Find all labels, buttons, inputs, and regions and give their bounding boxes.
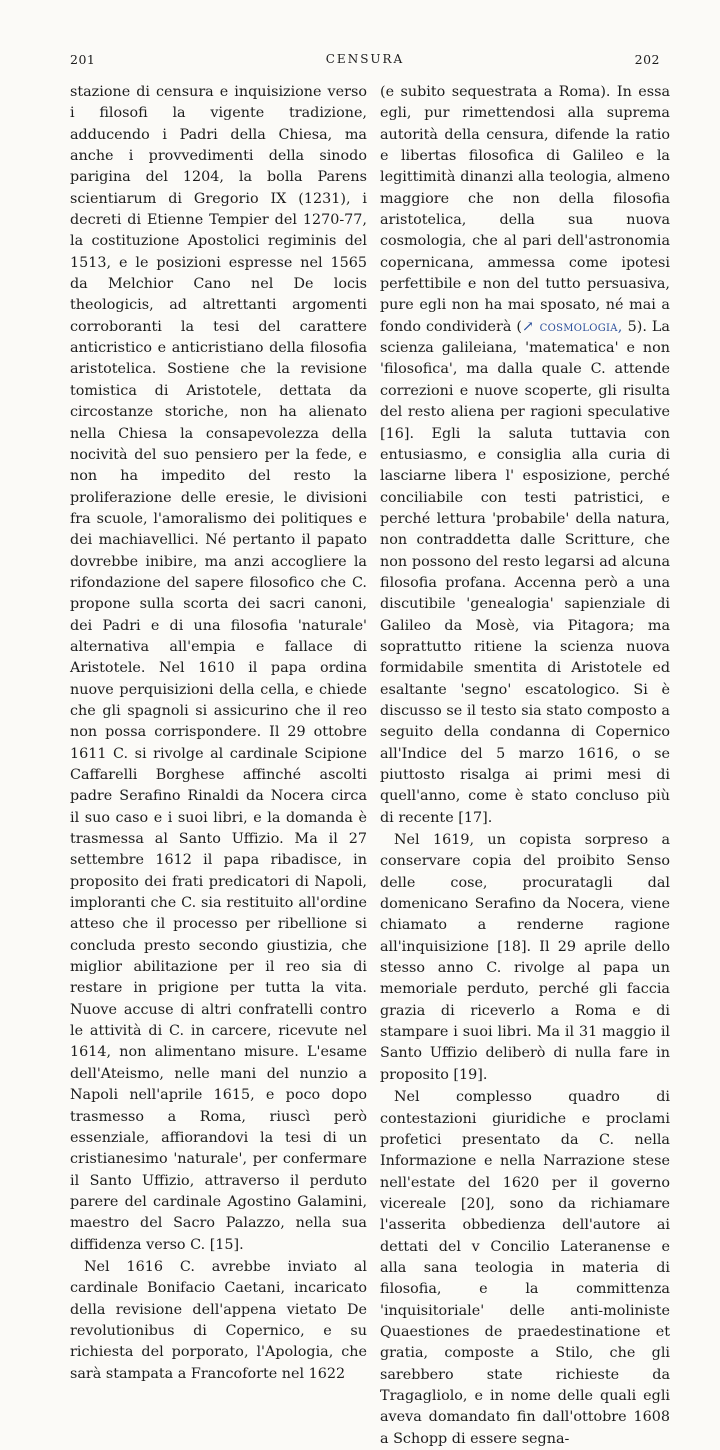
paragraph: Nel complesso quadro di contestazioni giuridiche e proclami profetici presentato da C. nella Informazione e nella Narrazione stese nell'estate del 1620 per il governo vicereale [20], sono da richiamare l'asserita obbedienza dell'autore ai dettati del v Concilio Lateranense e alla sana teologia in materia di filosofia, e la committenza 'inquisitoriale' delle anti-moliniste Quaestiones de praedestinatione et gratia, composte a Stilo, che gli sarebbero state richieste da Tragagliolo, e in nome delle quali egli aveva domandato fin dall'ottobre 1608 a Schopp di essere segna- — [380, 1089, 670, 1447]
cross-reference-link[interactable]: ↗ cosmologia, — [522, 318, 623, 335]
paragraph — [380, 82, 670, 829]
paragraph: stazione di censura e inquisizione verso i filosofi la vigente tradizione, adducendo i Padri della Chiesa, ma anche i provvedimenti della sinodo parigina del 1204, la bolla Parens scientiarum di Gregorio IX (1231), i decreti di Etienne Tempier del 1270-77, la costituzione Apostolici regiminis del 1513, e le posizioni espresse nel 1565 da Melchior Cano nel De locis theologicis, ad altrettanti argomenti corroboranti la tesi del carattere anticristico e anticristiano della filosofia aristotelica. Sostiene che la revisione tomistica di Aristotele, dettata da circostanze storiche, non ha alienato nella Chiesa la consapevolezza della nocività del suo pensiero per la fede, e non ha impedito del resto la proliferazione delle eresie, le divisioni fra scuole, l'amoralismo dei politiques e dei machiavellici. Né pertanto il papato dovrebbe inibire, ma anzi accogliere la rifondazione del sapere filosofico che C. propone sulla scorta dei sacri canoni, dei Padri e di una filosofia 'naturale' alternativa all'empia e fallace di Aristotele. Nel 1610 il papa ordina nuove perquisizioni della cella, e chiede che gli spagnoli si assicurino che il reo non possa corrispondere. Il 29 ottobre 1611 C. si rivolge al cardinale Scipione Caffarelli Borghese affinché ascolti padre Serafino Rinaldi da Nocera circa il suo caso e i suoi libri, e la domanda è trasmessa al Santo Uffizio. Ma il 27 settembre 1612 il papa ribadisce, in proposito dei frati predicatori di Napoli, imploranti che C. sia restituito all'ordine atteso che il processo per ribellione si concluda presto secondo giustizia, che miglior abilitazione per il reo sia di restare in prigione per tutta la vita. Nuove accuse di altri confratelli contro le attività di C. in carcere, ricevute nel 1614, non alimentano misure. L'esame dell'Ateismo, nelle mani del nunzio a Napoli nell'aprile 1615, e poco dopo trasmesso a Roma, riuscì però essenziale, affiorandovi la tesi di un cristianesimo 'naturale', per confermare il Santo Uffizio, attraverso il perduto parere del cardinale Agostino Galamini, maestro del Sacro Palazzo, nella sua diffidenza verso C. [15]. — [70, 84, 367, 1253]
running-head — [70, 52, 660, 70]
paragraph-text: 5). La scienza galileiana, 'matematica' e non 'filosofica', ma dalla quale C. attende correzioni e nuove scoperte, gli risulta del resto aliena per ragioni speculative [16]. Egli la saluta tuttavia con entusiasmo, e consiglia alla curia di lasciarne libera l' esposizione, perché conciliabile con testi patristici, e perché lettura 'probabile' della natura, non contraddetta dalle Scritture, che non possono del resto legarsi ad alcuna filosofia profana. Accenna però a una discutibile 'genealogia' sapienziale di Galileo da Mosè, via Pitagora; ma soprattutto ritiene la scienza nuova formidabile smentita di Aristotele ed esaltante 'segno' escatologico. Si è discusso se il testo sia stato composto a seguito della condanna di Copernico all'Indice del 5 marzo 1616, o se piuttosto risalga ai primi mesi di quell'anno, come è stato concluso più di recente [17]. — [380, 318, 670, 826]
paragraph: Nel 1619, un copista sorpreso a conservare copia del proibito Senso delle cose, procuratagli dal domenicano Serafino da Nocera, viene chiamato a renderne ragione all'inquisizione [18]. Il 29 aprile dello stesso anno C. rivolge al papa un memoriale perduto, perché gli faccia grazia di riceverlo a Roma e di stampare i suoi libri. Ma il 31 maggio il Santo Uffizio deliberò di nulla fare in proposito [19]. — [380, 832, 670, 1083]
page-number-left: 201 — [70, 52, 96, 67]
right-column — [380, 82, 670, 1450]
left-column — [70, 82, 367, 1385]
page-number-right: 202 — [634, 52, 660, 67]
running-title: CENSURA — [325, 52, 405, 66]
paragraph: Nel 1616 C. avrebbe inviato al cardinale Bonifacio Caetani, incaricato della revisione dell'appena vietato De revolutionibus di Copernico, e su richiesta del porporato, l'Apologia, che sarà stampata a Francoforte nel 1622 — [70, 1258, 367, 1382]
paragraph-text: (e subito sequestrata a Roma). In essa egli, pur rimettendosi alla suprema autorità della censura, difende la ratio e libertas filosofica di Galileo e la legittimità dinanzi alla teologia, almeno maggiore che non della filosofia aristotelica, della sua nuova cosmologia, che al pari dell'astronomia copernicana, ammessa come ipotesi perfettibile e non del tutto persuasiva, pure egli non ha mai sposato, né mai a fondo condividerà ( — [380, 84, 670, 335]
